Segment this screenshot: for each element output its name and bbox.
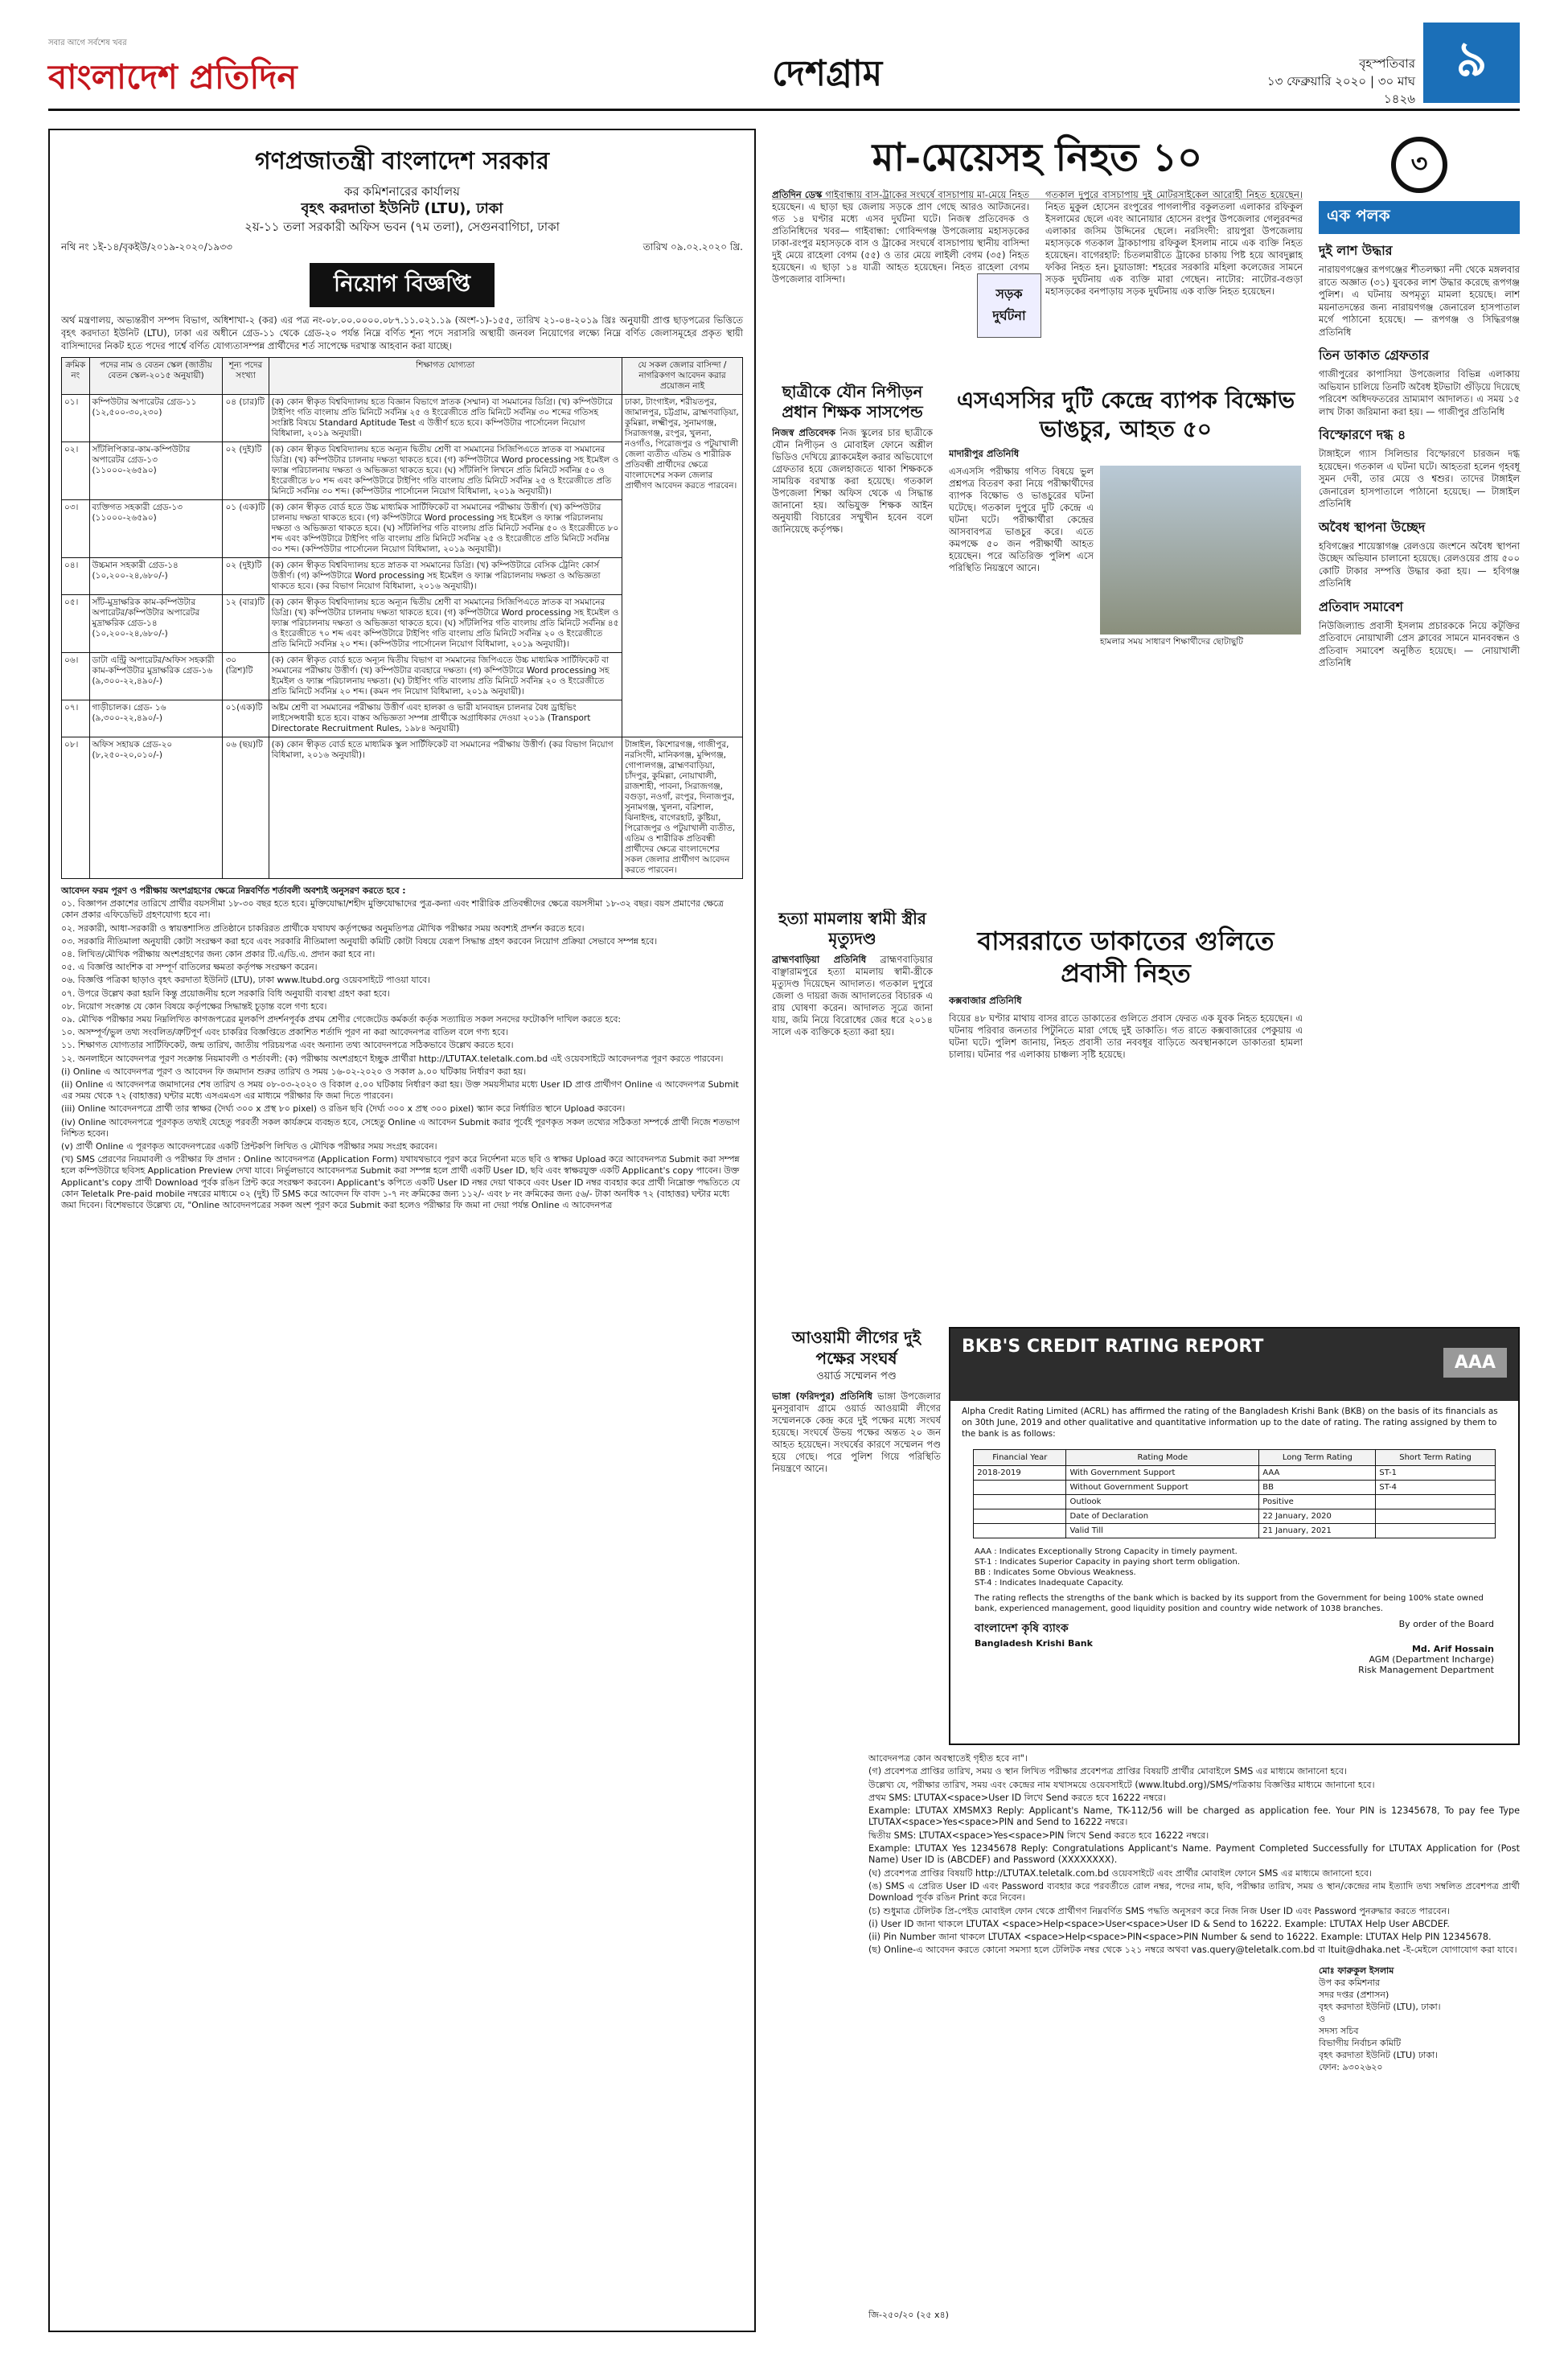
- page-number: ৯: [1423, 23, 1520, 103]
- bkb-legend: [950, 1543, 1518, 1592]
- bkb-header-cell: Financial Year: [974, 1450, 1066, 1466]
- signer-unit2: বৃহৎ করদাতা ইউনিট (LTU) ঢাকা।: [1319, 2049, 1439, 2060]
- cell-no: ০১।: [62, 395, 90, 442]
- story6-byline: ভাঙ্গা (ফরিদপুর) প্রতিনিধি: [772, 1390, 872, 1402]
- bkb-rating-table: [973, 1449, 1496, 1538]
- cell-edu: (ক) কোন স্বীকৃত বিশ্ববিদ্যালয় হতে অন্যূন দ্বিতীয় শ্রেণী বা সমমানের সিজিপিএতে স্নাতক বা সমমানের ডিগ্রি। (খ) কম্পিউটার চালনায় দক্ষতা থাকতে হবে। (গ) কম্পিউটারে Word processing সহ ইমেইল ও ফ্যাক্স পরিচালনায় দক্ষতা ও অভিজ্ঞতা থাকতে হবে। (ঘ) সাঁটলিপি লিখনে প্রতি মিনিটে সর্বনিম্ন ৫০ ও ইংরেজীতে ৮০ শব্দ এবং কম্পিউটারে টাইপিং গতি বাংলায় প্রতি মিনিটে সর্বনিম্ন ২৫ ও ইংরেজীতে প্রতি মিনিটে সর্বনিম্ন ৩০ শব্দ। (কম্পিউটার পার্সোনেল নিয়োগ বিধিমালা, ২০১৯ অনুযায়ী)।: [269, 442, 622, 500]
- vacancy-body: [62, 395, 743, 879]
- bkb-legend-item: ST-4 : Indicates Inadequate Capacity.: [975, 1579, 1124, 1587]
- sidebar-item-text: গাজীপুরের কাপাসিয়া উপজেলার বিভিন্ন এলাকায় অভিযান চালিয়ে তিনটি অবৈধ ইটভাটা গুঁড়িয়ে দিয়েছে পরিবেশ অধিদফতরের ভ্রাম্যমাণ আদালত। এ সময় ১৫ লাখ টাকা জরিমানা করা হয়। — গাজীপুর প্রতিনিধি: [1319, 368, 1520, 417]
- bkb-order: By order of the Board: [1398, 1619, 1494, 1629]
- rule-item: (ii) Online এ আবেদনপত্র জমাদানের শেষ তারিখ ও সময় ০৮-০৩-২০২০ ও বিকাল ৫.০০ ঘটিকায় নির্ধারণ করা হয়। উক্ত সময়সীমার মধ্যে User ID প্রাপ্ত প্রার্থীগণ Online এ আবেদনপত্র Submit এর সময় থেকে ৭২ (বাহাত্তর) ঘন্টার মধ্যে এসএমএস এর মাধ্যমে পরীক্ষার ফি জমা দিতে পারবেন।: [61, 1079, 739, 1102]
- newspaper-logo[interactable]: [48, 37, 298, 108]
- cell-districts-1: ঢাকা, টাংগাইল, শরীয়তপুর, জামালপুর, চট্টগ্রাম, ব্রাহ্মণবাড়িয়া, কুমিল্লা, লক্ষ্মীপুর, সুনামগঞ্জ, সিরাজগঞ্জ, রংপুর, খুলনা, নওগাঁও, পিরোজপুর ও পটুয়াখালী জেলা ব্যতীত এতিম ও শারীরিক প্রতিবন্ধী প্রার্থীদের ক্ষেত্রে বাংলাদেশের সকল জেলার প্রার্থীগণ আবেদন করতে পারবেন।: [622, 395, 743, 737]
- bkb-brand: [975, 1619, 1093, 1675]
- ek-polok-logo: ৩: [1391, 137, 1447, 193]
- story-expatriate: [949, 925, 1303, 1319]
- cell-post: অফিস সহায়ক গ্রেড-২০ (৮,২৫০-২০,০১০/-): [89, 737, 223, 879]
- bkb-footer: [950, 1616, 1518, 1678]
- cell-no: ০৬।: [62, 653, 90, 700]
- notice-lines: [868, 1753, 1520, 1957]
- bkb-cell: Valid Till: [1066, 1524, 1259, 1538]
- rule-item: ০৬. বিজ্ঞপ্তি পত্রিকা ছাড়াও বৃহৎ করদাতা ইউনিট (LTU), ঢাকা www.ltubd.org ওয়েবসাইটে পাওয়া যাবে।: [61, 975, 430, 986]
- sidebar-item-text: হবিগঞ্জের শায়েস্তাগঞ্জ রেলওয়ে জংশনে অবৈধ স্থাপনা উচ্ছেদ অভিযান চালানো হয়েছে। রেলওয়ের প্রায় ৫০০ কোটি টাকার সম্পত্তি উদ্ধার করা হয়। — হবিগঞ্জ প্রতিনিধি: [1319, 540, 1520, 589]
- signer-office: সদর দপ্তর (প্রশাসন): [1319, 1989, 1389, 2000]
- bkb-cell: Positive: [1259, 1495, 1376, 1509]
- cell-count: ০১ (এক)টি: [223, 500, 269, 558]
- story3-text: এসএসসি পরীক্ষায় গণিত বিষয়ে ভুল প্রশ্নপত্র বিতরণ করা নিয়ে পরীক্ষার্থীদের ব্যাপক বিক্ষোভ ও ভাঙচুরের ঘটনা ঘটেছে। গতকাল দুপুরে দুটি কেন্দ্রে এ ঘটনা ঘটে। পরীক্ষার্থীরা কেন্দ্রের আসবাবপত্র ভাঙচুর করে। এতে কমপক্ষে ৫০ জন পরীক্ষার্থী আহত হয়েছেন। পরে অতিরিক্ত পুলিশ এসে পরিস্থিতি নিয়ন্ত্রণে আনে।: [949, 466, 1094, 573]
- bkb-cell: Date of Declaration: [1066, 1509, 1259, 1524]
- story4-text: ব্রাহ্মণবাড়িয়ার বাঞ্ছারামপুরে হত্যা মামলায় স্বামী-স্ত্রীকে মৃত্যুদণ্ড দিয়েছেন আদালত। গতকাল দুপুরে জেলা ও দায়রা জজ আদালতের বিচারক এ রায় ঘোষণা করেন। আদালত সূত্রে জানা যায়, জমি নিয়ে বিরোধের জের ধরে ২০১৪ সালে এক ব্যক্তিকে হত্যা করা হয়।: [772, 954, 933, 1037]
- rule-item: ০৪. লিখিত/মৌখিক পরীক্ষায় অংশগ্রহণের জন্য কোন প্রকার টি.এ/ডি.এ. প্রদান করা হবে না।: [61, 949, 376, 960]
- rules-list: [61, 898, 743, 1211]
- sidebar-item-title: দুই লাশ উদ্ধার: [1319, 243, 1393, 258]
- bkb-rating-ad: [949, 1327, 1520, 1745]
- cell-districts-2: টাঙ্গাইল, কিশোরগঞ্জ, গাজীপুর, নরসিংদী, মানিকগঞ্জ, মুন্সিগঞ্জ, গোপালগঞ্জ, ব্রাহ্মণবাড়িয়া, চাঁদপুর, কুমিল্লা, নোয়াখালী, রাজশাহী, পাবনা, সিরাজগঞ্জ, বগুড়া, নওগাঁ, রংপুর, দিনাজপুর, সুনামগঞ্জ, খুলনা, বরিশাল, ঝিনাইদহ, বাগেরহাট, কুষ্টিয়া, পিরোজপুর ও পটুয়াখালী ব্যতীত, এতিম ও শারীরিক প্রতিবন্ধী প্রার্থীদের ক্ষেত্রে বাংলাদেশের সকল জেলার প্রার্থীগণ আবেদন করতে পারবেন।: [622, 737, 743, 879]
- cell-post: সাঁটলিপিকার-কাম-কম্পিউটার অপারেটর গ্রেড-১৩ (১১০০০-২৬৫৯০): [89, 442, 223, 500]
- notice-line: (ii) Pin Number জানা থাকলে LTUTAX <space>Help<space>PIN<space>PIN Number & send to 16222. Example: LTUTAX Help PIN 12345678.: [868, 1932, 1492, 1943]
- notice-line: Example: LTUTAX XMSMX3 Reply: Applicant's Name, TK-112/56 will be charged as application fee. Your PIN is 12345678, To pay fee Type LTUTAX<space>Yes<space>PIN and Send to 16222 নম্বরে।: [868, 1805, 1520, 1828]
- bkb-note: The rating reflects the strengths of the bank which is backed by its support from the Government for being 100% state owned bank, experienced management, good liquidity position and country wide network of 1038 branches.: [975, 1594, 1484, 1613]
- section-title: দেশগ্রাম: [772, 53, 883, 94]
- rule-item: ০৭. উপরে উল্লেখ করা হয়নি কিন্তু প্রয়োজনীয় হলে সরকারি বিধি অনুযায়ী ব্যবস্থা গ্রহণ করা হবে।: [61, 988, 390, 999]
- bkb-cell: AAA: [1259, 1466, 1376, 1481]
- cell-edu: (ক) কোন স্বীকৃত বোর্ড হতে অন্যূন দ্বিতীয় বিভাগ বা সমমানের জিপিএতে উচ্চ মাধ্যমিক সার্টিফিকেট বা সমমানের পরীক্ষায় উত্তীর্ণ। (খ) কম্পিউটার ব্যবহারে দক্ষতা। (গ) কম্পিউটারে Word processing সহ ইমেইল ও ফ্যাক্স পরিচালনায় দক্ষতা। (ঘ) টাইপিং গতি বাংলায় প্রতি মিনিটে সর্বনিম্ন ২০ ও ইংরেজীতে প্রতি মিনিটে সর্বনিম্ন ২০ শব্দ। (কমন পদ নিয়োগ বিধিমালা, ২০১৯ অনুযায়ী)।: [269, 653, 622, 700]
- bkb-aaa-badge: AAA: [1443, 1348, 1507, 1378]
- bkb-bank-bn: বাংলাদেশ কৃষি ব্যাংক: [975, 1622, 1069, 1635]
- ssc-caption: হামলার সময় সাধারণ শিক্ষার্থীদের ছোটাছুটি: [1100, 637, 1243, 647]
- story-ssc: [949, 386, 1303, 804]
- signer-title: উপ কর কমিশনার: [1319, 1977, 1381, 1988]
- ad-office: কর কমিশনারের কার্যালয়: [344, 184, 460, 199]
- cell-edu: (ক) কোন স্বীকৃত বোর্ড হতে মাধ্যমিক স্কুল সার্টিফিকেট বা সমমানের পরীক্ষায় উত্তীর্ণ। (কর বিভাগ নিয়োগ বিধিমালা, ২০১৬ অনুযায়ী)।: [269, 737, 622, 879]
- notice-line: উল্লেখ্য যে, পরীক্ষার তারিখ, সময় এবং কেন্দ্রের নাম যথাসময়ে ওয়েবসাইটে (www.ltubd.org)/SMS/পত্রিকায় বিজ্ঞপ্তির মাধ্যমে জানানো হবে।: [868, 1779, 1375, 1790]
- date-label: ১৩ ফেব্রুয়ারি ২০২০ | ৩০ মাঘ ১৪২৬: [1266, 74, 1415, 106]
- story3-byline: মাদারীপুর প্রতিনিধি: [949, 448, 1020, 459]
- bkb-cell: [974, 1524, 1066, 1538]
- bkb-cell: 21 January, 2021: [1259, 1524, 1376, 1538]
- rule-item: ০৩. সরকারি নীতিমালা অনুযায়ী কোটা সংরক্ষণ করা হবে এবং সরকারি নীতিমালা অনুযায়ী কমিটি কোটা বিষয়ে যেরূপ সিদ্ধান্ত গ্রহণ করবেন নিয়োগ প্রক্রিয়া সেভাবে সম্পন্ন হবে।: [61, 935, 658, 947]
- cell-count: ০২ (দুই)টি: [223, 558, 269, 595]
- story3-headline[interactable]: এসএসসির দুটি কেন্দ্রে ব্যাপক বিক্ষোভ ভাঙচুর, আহত ৫০: [956, 387, 1295, 442]
- table-header-cell: পদের নাম ও বেতন স্কেল (জাতীয় বেতন স্কেল-২০১৫ অনুযায়ী): [89, 358, 223, 395]
- story2-headline[interactable]: ছাত্রীকে যৌন নিপীড়ন প্রধান শিক্ষক সাসপেন্ড: [782, 382, 923, 421]
- ek-polok-sidebar: [1319, 129, 1520, 1456]
- bkb-cell: [974, 1481, 1066, 1495]
- rule-item: ০৮. নিয়োগ সংক্রান্ত যে কোন বিষয়ে কর্তৃপক্ষের সিদ্ধান্তই চূড়ান্ত বলে গণ্য হবে।: [61, 1000, 327, 1012]
- ad-meta: [61, 240, 743, 257]
- bkb-table-body: [974, 1466, 1496, 1538]
- ssc-photo: [1100, 466, 1301, 635]
- gd-number: জি-২৫০/২০ (২৫ x৪): [868, 2310, 949, 2320]
- bkb-signer: Md. Arif Hossain: [1411, 1644, 1494, 1654]
- sidebar-item-title: বিস্ফোরণে দগ্ধ ৪: [1319, 427, 1406, 442]
- cell-no: ০৪।: [62, 558, 90, 595]
- bkb-header-cell: Rating Mode: [1066, 1450, 1259, 1466]
- signer-name: মোঃ ফারুকুল ইসলাম: [1319, 1965, 1394, 1976]
- table-header-cell: শূন্য পদের সংখ্যা: [223, 358, 269, 395]
- ad-ref: নথি নং ১ই-১৪/বৃকইউ/২০১৯-২০২০/১৯৩৩: [61, 241, 232, 253]
- rule-item: (i) Online এ আবেদনপত্র পূরণ ও আবেদন ফি জমাদান শুরুর তারিখ ও সময় ১৬-০২-২০২০ ও সকাল ৯.০০ ঘটিকায় নির্ধারণ করা হয়।: [61, 1066, 527, 1077]
- bkb-cell: [1376, 1524, 1495, 1538]
- main-text-2: গতকাল দুপুরে বাসচাপায় দুই মোটরসাইকেল আরোহী নিহত হয়েছেন। নিহত মুকুল হোসেন রংপুরের পাগলাপীর বকুলতলা এলাকার রফিকুল ইসলামের ছেলে এবং আনোয়ার হোসেন রংপুর উপজেলার গেলুরবন্দর এলাকার জসিম উদ্দিনের ছেলে। নরসিংদী: রায়পুরা উপজেলায় মহাসড়কে গতকাল ট্রাকচাপায় রফিকুল ইসলাম নামে এক ব্যক্তি নিহত হয়েছেন। বাগেরহাট: চিতলমারীতে ট্রাকের চাকায় পিষ্ট হয়ে আবদুল্লাহ ফকির নিহত হন। চুয়াডাঙ্গা: শহরের সরকারি মহিলা কলেজের সামনে সড়ক দুর্ঘটনায় এক ব্যক্তি মারা গেছেন। নাটোর: নাটোর-বগুড়া মহাসড়কের বনপাড়ায় সড়ক দুর্ঘটনায় এক ব্যক্তি নিহত হয়েছেন।: [1045, 189, 1303, 297]
- rule-item: ০১. বিজ্ঞাপন প্রকাশের তারিখে প্রার্থীর বয়সসীমা ১৮-৩০ বছর হতে হবে। মুক্তিযোদ্ধা/শহীদ মুক্তিযোদ্ধাদের পুত্র-কন্যা এবং শারীরিক প্রতিবন্ধীদের ক্ষেত্রে বয়সসীমা ১৮-৩২ বছর। বয়স প্রমাণের ক্ষেত্রে কোন প্রকার এফিডেভিট গ্রহণযোগ্য হবে না।: [61, 898, 724, 921]
- cell-post: কম্পিউটার অপারেটর গ্রেড-১১ (১২,৫০০-৩০,২৩০): [89, 395, 223, 442]
- masthead: [48, 23, 1520, 111]
- logo-tagline: সবার আগে সর্বশেষ খবর: [48, 39, 127, 47]
- bkb-row: [974, 1466, 1496, 1481]
- rule-item: ১০. অসম্পূর্ণ/ভুল তথ্য সংবলিত/ত্রুটিপূর্ণ এবং চাকরির বিজ্ঞপ্তিতে প্রকাশিত শর্তাদি পূরণ না করা আবেদনপত্র বাতিল বলে গণ্য হবে।: [61, 1027, 509, 1038]
- story5-byline: কক্সবাজার প্রতিনিধি: [949, 995, 1022, 1006]
- signer-and: ও: [1319, 2013, 1326, 2024]
- main-story-col2: [1045, 189, 1303, 374]
- bkb-row: [974, 1509, 1496, 1524]
- ad-unit: বৃহৎ করদাতা ইউনিট (LTU), ঢাকা: [301, 200, 503, 217]
- bkb-row: [974, 1524, 1496, 1538]
- signer-role3: বিভাগীয় নির্বাচন কমিটি: [1319, 2037, 1402, 2048]
- ad-continuation: [868, 1753, 1520, 2332]
- cell-no: ০৫।: [62, 595, 90, 653]
- story5-text: বিয়ের ৪৮ ঘণ্টার মাথায় বাসর রাতে ডাকাতের গুলিতে প্রবাস ফেরত এক যুবক নিহত হয়েছেন। এ ঘটনায় পরিবার জনতার পিটুনিতে মারা গেছে দুই ডাকাতি। গত রাতে কক্সবাজারের পেকুয়ায় এ ঘটনা ঘটে। পুলিশ জানায়, নিহত প্রবাসী তার নববধূর বাড়িতে অবস্থানকালে ডাকাতরা হামলা চালায়। ঘটনার পর এলাকায় চাঞ্চল্য সৃষ্টি হয়েছে।: [949, 1012, 1303, 1060]
- main-headline[interactable]: মা-মেয়েসহ নিহত ১০: [772, 129, 1303, 199]
- bkb-bank-en: Bangladesh Krishi Bank: [975, 1638, 1093, 1649]
- rule-item: ০২. সরকারী, আধা-সরকারী ও স্বায়ত্তশাসিত প্রতিষ্ঠানে চাকরিরত প্রার্থীকে যথাযথ কর্তৃপক্ষের অনুমতিপত্র মৌখিক পরীক্ষার সময় অবশ্যই প্রদর্শন করতে হবে।: [61, 922, 585, 934]
- sidebar-item-text: নিউজিল্যান্ড প্রবাসী ইসলাম প্রচারককে নিয়ে কটূক্তির প্রতিবাদে নোয়াখালী প্রেস ক্লাবের সামনে মানববন্ধন ও প্রতিবাদ সমাবেশ অনুষ্ঠিত হয়েছে। — নোয়াখালী প্রতিনিধি: [1319, 619, 1520, 668]
- cell-no: ০৩।: [62, 500, 90, 558]
- rule-item: ০৫. এ বিজ্ঞপ্তি আংশিক বা সম্পূর্ণ বাতিলের ক্ষমতা কর্তৃপক্ষ সংরক্ষণ করেন।: [61, 962, 318, 973]
- ssc-photo-wrap: [1100, 466, 1301, 771]
- rule-item: ০৯. মৌখিক পরীক্ষার সময় নিম্নলিখিত কাগজপত্রের মূলকপি প্রদর্শনপূর্বক প্রথম শ্রেণীর গেজেটেড কর্মকর্তা কর্তৃক সত্যায়িত সকল সনদের ফটোকপি দাখিল করতে হবে:: [61, 1014, 622, 1025]
- bkb-cell: ST-4: [1376, 1481, 1495, 1495]
- bkb-cell: 2018-2019: [974, 1466, 1066, 1481]
- notice-line: (ঙ) SMS এ প্রেরিত User ID এবং Password ব্যবহার করে পরবর্তীতে রোল নম্বর, পদের নাম, ছবি, পরীক্ষার তারিখ, সময় ও স্থান/কেন্দ্রের নাম ইত্যাদি তথ্য সম্বলিত প্রবেশপত্র প্রার্থী Download পূর্বক রঙিন Print করে নিবেন।: [868, 1880, 1520, 1904]
- cell-edu: (ক) কোন স্বীকৃত বিশ্ববিদ্যালয় হতে অন্যূন দ্বিতীয় শ্রেণী বা সমমানের সিজিপিএতে স্নাতক বা সমমানের ডিগ্রি। (খ) কম্পিউটার চালনায় দক্ষতা থাকতে হবে। (গ) কম্পিউটারে Word processing সহ ইমেইল ও ফ্যাক্স পরিচালনায় দক্ষতা ও অভিজ্ঞতা থাকতে হবে। (ঘ) সাঁটলিপির গতি বাংলায় প্রতি মিনিটে সর্বনিম্ন ৪৫ ও ইংরেজীতে ৭০ শব্দ এবং কম্পিউটারে টাইপিং গতি বাংলায় প্রতি মিনিটে সর্বনিম্ন ২০ ও ইংরেজীতে প্রতি মিনিটে সর্বনিম্ন ২০ শব্দ। (কম্পিউটার পার্সোনেল নিয়োগ বিধিমালা, ২০১৯ অনুযায়ী)।: [269, 595, 622, 653]
- sidebar-item-text: টাঙ্গাইলে গ্যাস সিলিন্ডার বিস্ফোরণে চারজন দগ্ধ হয়েছেন। গতকাল এ ঘটনা ঘটে। আহতরা হলেন গৃহবধূ সুমন দেবী, তার মেয়ে ও শ্বশুর। তাদের টাঙ্গাইল জেনারেল হাসপাতালে পাঠানো হয়েছে। — টাঙ্গাইল প্রতিনিধি: [1319, 448, 1520, 509]
- rule-item: ১২. অনলাইনে আবেদনপত্র পূরণ সংক্রান্ত নিয়মাবলী ও শর্তাবলী: (ক) পরীক্ষায় অংশগ্রহণে ইচ্ছুক প্রার্থীরা http://LTUTAX.teletalk.com.bd এই ওয়েবসাইটে আবেদনপত্র পূরণ করতে পারবেন।: [61, 1053, 724, 1064]
- cell-count: ৩০ (ত্রিশ)টি: [223, 653, 269, 700]
- rule-item: (খ) SMS প্রেরণের নিয়মাবলী ও পরীক্ষার ফি প্রদান : Online আবেদনপত্র (Application Form) যথাযথভাবে পূরণ করে নির্দেশনা মতে ছবি ও স্বাক্ষর Upload করে আবেদনপত্র Submit করা সম্পন্ন হলে কম্পিউটারে ছবিসহ Application Preview দেখা যাবে। নির্ভুলভাবে আবেদনপত্র Submit করা সম্পন্ন হলে প্রার্থী একটি User ID, ছবি এবং স্বাক্ষরযুক্ত একটি Applicant's copy পাবেন। উক্ত Applicant's copy প্রার্থী Download পূর্বক রঙিন প্রিন্ট করে সংরক্ষণ করবেন। Applicant's কপিতে একটি User ID নম্বর দেয়া থাকবে এবং User ID নম্বর ব্যবহার করে প্রার্থী নিম্নোক্ত পদ্ধতিতে যে কোন Teletalk Pre-paid mobile নম্বরের মাধ্যমে ০২ (দুই) টি SMS করে আবেদন ফি বাবদ ১-৭ নং ক্রমিকের জন্য ১১২/- এবং ৮ নং ক্রমিকের জন্য ৫৬/- টাকা অনধিক ৭২ (বাহাত্তর) ঘন্টার মধ্যে জমা দিবেন। বিশেষভাবে উল্লেখ্য যে, "Online আবেদনপত্রের সকল অংশ পূরণ করে Submit করা হলেও পরীক্ষার ফি জমা না দেয়া পর্যন্ত Online এ আবেদনপত্র: [61, 1154, 741, 1211]
- sidebar-item-title: তিন ডাকাত গ্রেফতার: [1319, 347, 1430, 363]
- cell-no: ০৮।: [62, 737, 90, 879]
- bkb-cell: Outlook: [1066, 1495, 1259, 1509]
- main-byline: প্রতিদিন ডেস্ক: [772, 189, 823, 200]
- table-row: [62, 395, 743, 442]
- story2-byline: নিজস্ব প্রতিবেদক: [772, 427, 835, 438]
- ad-gov-title: গণপ্রজাতন্ত্রী বাংলাদেশ সরকার: [255, 147, 549, 175]
- sidebar-item-text: নারায়ণগঞ্জের রূপগঞ্জের শীতলক্ষ্যা নদী থেকে মঙ্গলবার রাতে অজ্ঞাত (৩১) যুবকের লাশ উদ্ধার করেছে রূপগঞ্জ পুলিশ। এ ঘটনায় অপমৃত্যু মামলা হয়েছে। লাশ ময়নাতদন্তের জন্য নারায়ণগঞ্জ জেনারেল হাসপাতাল মর্গে পাঠানো হয়েছে। — রূপগঞ্জ ও সিদ্ধিরগঞ্জ প্রতিনিধি: [1319, 264, 1520, 338]
- story4-byline: ব্রাহ্মণবাড়িয়া প্রতিনিধি: [772, 954, 867, 965]
- cell-count: ০৬ (ছয়)টি: [223, 737, 269, 879]
- bkb-row: [974, 1495, 1496, 1509]
- road-accident-inset: সড়ক দুর্ঘটনা: [977, 273, 1041, 338]
- cell-count: ০৪ (চার)টি: [223, 395, 269, 442]
- bkb-cell: [974, 1495, 1066, 1509]
- bkb-signature-block: [1349, 1619, 1494, 1675]
- ad-banner: নিয়োগ বিজ্ঞপ্তি: [310, 263, 495, 307]
- day-label: বৃহস্পতিবার: [1359, 56, 1415, 71]
- bkb-signer-title: AGM (Department Incharge) Risk Management Department: [1358, 1654, 1494, 1675]
- bkb-cell: [1376, 1509, 1495, 1524]
- table-header-cell: শিক্ষাগত যোগ্যতা: [269, 358, 622, 395]
- bkb-cell: BB: [1259, 1481, 1376, 1495]
- bkb-title-bar: [950, 1329, 1518, 1401]
- sidebar-items: [1319, 240, 1520, 670]
- vacancy-table: [61, 357, 743, 879]
- table-header-cell: যে সকল জেলার বাসিন্দা /নাগরিকগণ আবেদন করার প্রয়োজন নাই: [622, 358, 743, 395]
- notice-signature: [1319, 1965, 1520, 2073]
- sidebar-item-title: অবৈধ স্থাপনা উচ্ছেদ: [1319, 519, 1426, 535]
- story6-headline[interactable]: আওয়ামী লীগের দুই পক্ষের সংঘর্ষ: [791, 1328, 922, 1368]
- logo-text: বাংলাদেশ প্রতিদিন: [48, 57, 298, 97]
- story-death-sentence: [772, 909, 933, 1327]
- cell-post: ডাটা এন্ট্রি অপারেটর/অফিস সহকারী কাম-কম্পিউটার মুদ্রাক্ষরিক গ্রেড-১৬ (৯,৩০০-২২,৪৯০/-): [89, 653, 223, 700]
- bkb-cell: [974, 1509, 1066, 1524]
- story4-headline[interactable]: হত্যা মামলায় স্বামী স্ত্রীর মৃত্যুদণ্ড: [778, 909, 926, 948]
- signer-phone: ফোন: ৯৩০২৬২০: [1319, 2061, 1383, 2072]
- cell-count: ০২ (দুই)টি: [223, 442, 269, 500]
- bkb-row: [974, 1481, 1496, 1495]
- signer-role2: সদস্য সচিব: [1319, 2025, 1359, 2036]
- dateline: [1254, 55, 1415, 108]
- bkb-cell: [1376, 1495, 1495, 1509]
- cell-edu: অষ্টম শ্রেণী বা সমমানের পরীক্ষায় উত্তীর্ণ এবং হালকা ও ভারী যানবাহন চালনার বৈধ ড্রাইভিং লাইসেন্সধারী হতে হবে। বাস্তব অভিজ্ঞতা সম্পন্ন প্রার্থীকে অগ্রাধিকার দেওয়া ২০১৯ (Transport Directorate Recruitment Rules, ১৯৮৪ অনুযায়ী): [269, 700, 622, 737]
- cell-edu: (ক) কোন স্বীকৃত বিশ্ববিদ্যালয় হতে স্নাতক বা সমমানের ডিগ্রি। (খ) কম্পিউটারে বেসিক ট্রেনিং কোর্স উত্তীর্ণ। (গ) কম্পিউটারে Word processing সহ ইমেইল ও ফ্যাক্স পরিচালনায় দক্ষতা ও অভিজ্ঞতা থাকতে হবে। (কর বিভাগ নিয়োগ বিধিমালা, ২০১৬ অনুযায়ী)।: [269, 558, 622, 595]
- bkb-header-cell: Short Term Rating: [1376, 1450, 1495, 1466]
- bkb-cell: With Government Support: [1066, 1466, 1259, 1481]
- bkb-header-cell: Long Term Rating: [1259, 1450, 1376, 1466]
- story6-sub: ওয়ার্ড সম্মেলন পণ্ড: [816, 1370, 897, 1382]
- cell-post: সাঁট-মুদ্রাক্ষরিক কাম-কম্পিউটার অপারেটর/কম্পিউটার অপারেটর মুদ্রাক্ষরিক গ্রেড-১৪ (১০,২০০-২৪,৬৮০/-): [89, 595, 223, 653]
- story-awami-league: [772, 1327, 941, 1745]
- story6-text: ভাঙ্গা উপজেলার মুনসুরাবাদ গ্রামে ওয়ার্ড আওয়ামী লীগের সম্মেলনকে কেন্দ্র করে দুই পক্ষের মধ্যে সংঘর্ষ হয়েছে। সংঘর্ষে উভয় পক্ষের অন্তত ২০ জন আহত হয়েছেন। সংঘর্ষের কারণে সম্মেলন পণ্ড হয়ে গেছে। পরে পুলিশ গিয়ে পরিস্থিতি নিয়ন্ত্রণে আনে।: [772, 1390, 941, 1474]
- bkb-legend-item: AAA : Indicates Exceptionally Strong Capacity in timely payment.: [975, 1547, 1238, 1556]
- cell-post: গাড়ীচালক। গ্রেড- ১৬ (৯,৩০০-২২,৪৯০/-): [89, 700, 223, 737]
- cell-edu: (ক) কোন স্বীকৃত বোর্ড হতে উচ্চ মাধ্যমিক সার্টিফিকেট বা সমমানের পরীক্ষায় উত্তীর্ণ। (খ) কম্পিউটার চালনায় দক্ষতা থাকতে হবে। (গ) কম্পিউটারে Word processing সহ ইমেইল ও ফ্যাক্স পরিচালনায় দক্ষতা ও অভিজ্ঞতা থাকতে হবে। (ঘ) সাঁটলিপির গতি বাংলায় প্রতি মিনিটে সর্বনিম্ন ৫০ ও ইংরেজীতে ৮০ শব্দ এবং কম্পিউটারে টাইপিং গতি বাংলায় প্রতি মিনিটে সর্বনিম্ন ২৫ ও ইংরেজীতে প্রতি মিনিটে সর্বনিম্ন ৩০ শব্দ। (কম্পিউটার পার্সোনেল নিয়োগ বিধিমালা, ২০১৯ অনুযায়ী)।: [269, 500, 622, 558]
- bkb-cell: Without Government Support: [1066, 1481, 1259, 1495]
- notice-line: (গ) প্রবেশপত্র প্রাপ্তির তারিখ, সময় ও স্থান লিখিত পরীক্ষার প্রবেশপত্র প্রাপ্তির বিষয়টি প্রার্থীর মোবাইলে SMS এর মাধ্যমে জানানো হবে।: [868, 1766, 1348, 1777]
- cell-no: ০৭।: [62, 700, 90, 737]
- cell-count: ১২ (বার)টি: [223, 595, 269, 653]
- ad-intro: অর্থ মন্ত্রণালয়, অভ্যন্তরীণ সম্পদ বিভাগ, অধিশাখা-২ (কর) এর পত্র নং-০৮.০০.০০০০.০৮৭.১১.০২১.১৯ (অংশ-১)-১৫৫, তারিখ ২১-০৪-২০১৯ খ্রিঃ অনুযায়ী প্রাপ্ত ছাড়পত্রের ভিত্তিতে বৃহৎ করদাতা ইউনিট (LTU), ঢাকা এর অধীনে গ্রেড-১১ থেকে গ্রেড-২০ পর্যন্ত নিম্নে বর্ণিত শূন্য পদে সরাসরি অস্থায়ী জনবল নিয়োগের লক্ষ্যে নিম্নে বর্ণিত জেলাসমূহের প্রকৃত স্থায়ী বাসিন্দাদের নিকট হতে পদের পার্শ্বে বর্ণিত যোগ্যতাসম্পন্ন প্রার্থীদের শর্ত সাপেক্ষে দরখাস্ত আহবান করা যাচ্ছে।: [61, 314, 743, 351]
- bkb-legend-item: BB : Indicates Some Obvious Weakness.: [975, 1568, 1136, 1577]
- notice-line: (i) User ID জানা থাকলে LTUTAX <space>Help<space>User<space>User ID & Send to 16222. Example: LTUTAX Help User ABCDEF.: [868, 1918, 1450, 1929]
- ad-refdate: তারিখ ০৯.০২.২০২০ খ্রি.: [642, 241, 743, 253]
- notice-line: (ছ) Online-এ আবেদন করতে কোনো সমস্যা হলে টেলিটক নম্বর থেকে ১২১ নম্বরে অথবা vas.query@teletalk.com.bd বা ltuit@dhaka.net -ই-মেইলে যোগাযোগ করা যাবে।: [868, 1945, 1517, 1956]
- notice-line: দ্বিতীয় SMS: LTUTAX<space>Yes<space>PIN লিখে Send করতে হবে 16222 নম্বরে।: [868, 1830, 1209, 1841]
- story5-headline[interactable]: বাসররাতে ডাকাতের গুলিতে প্রবাসী নিহত: [977, 926, 1275, 988]
- notice-line: আবেদনপত্র কোন অবস্থাতেই গৃহীত হবে না"।: [868, 1753, 1028, 1764]
- rule-item: (v) প্রার্থী Online এ পূরণকৃত আবেদনপত্রের একটি প্রিন্টকপি লিখিত ও মৌখিক পরীক্ষার সময় সংগ্রহ করবেন।: [61, 1141, 437, 1152]
- rule-item: (iii) Online আবেদনপত্রে প্রার্থী তার স্বাক্ষর (দৈর্ঘ্য ৩০০ x প্রস্থ ৮০ pixel) ও রঙিন ছবি (দৈর্ঘ্য ৩০০ x প্রস্থ ৩০০ pixel) স্ক্যান করে নির্ধারিত স্থানে Upload করবেন।: [61, 1103, 626, 1115]
- notice-line: প্রথম SMS: LTUTAX<space>User ID লিখে Send করতে হবে 16222 নম্বরে।: [868, 1792, 1166, 1803]
- cell-post: ব্যক্তিগত সহকারী গ্রেড-১৩ (১১০০০-২৬৫৯০): [89, 500, 223, 558]
- table-row: [62, 737, 743, 879]
- bkb-table-header: [974, 1450, 1496, 1466]
- notice-line: (চ) শুধুমাত্র টেলিটক প্রি-পেইড মোবাইল ফোন থেকে প্রার্থীগণ নিম্নবর্ণিত SMS পদ্ধতি অনুসরণ করে নিজ নিজ User ID এবং Password পুনরুদ্ধার করতে পারবেন।: [868, 1905, 1451, 1916]
- bkb-cell: 22 January, 2020: [1259, 1509, 1376, 1524]
- cell-post: উচ্চমান সহকারী গ্রেড-১৪ (১০,২০০-২৪,৬৮০/-): [89, 558, 223, 595]
- bkb-legend-item: ST-1 : Indicates Superior Capacity in paying short term obligation.: [975, 1558, 1241, 1567]
- rule-item: ১১. শিক্ষাগত যোগ্যতার সার্টিফিকেট, জন্ম তারিখ, জাতীয় পরিচয়পত্র এবং অন্যান্য তথ্য আবেদনপত্রে সঠিকভাবে উল্লেখ করতে হবে।: [61, 1040, 514, 1051]
- bkb-text: Alpha Credit Rating Limited (ACRL) has affirmed the rating of the Bangladesh Krishi Bank (BKB) on the basis of its financials as on 30th June, 2019 and other qualitative and quantitative information up to the date of rating. The rating assigned by them to the bank is as follows:: [962, 1407, 1498, 1439]
- cell-no: ০২।: [62, 442, 90, 500]
- table-header-cell: ক্রমিক নং: [62, 358, 90, 395]
- ek-polok-header: এক পলক: [1319, 201, 1520, 234]
- cell-count: ০১(এক)টি: [223, 700, 269, 737]
- story-teacher: [772, 382, 933, 760]
- notice-line: (ঘ) প্রবেশপত্র প্রাপ্তির বিষয়টি http://LTUTAX.teletalk.com.bd ওয়েবসাইটে এবং প্রার্থীর মোবাইল ফোনে SMS এর মাধ্যমে জানানো হবে।: [868, 1867, 1373, 1879]
- signer-unit: বৃহৎ করদাতা ইউনিট (LTU), ঢাকা।: [1319, 2001, 1441, 2012]
- rules-title: আবেদন ফরম পূরণ ও পরীক্ষায় অংশগ্রহণের ক্ষেত্রে নিম্নবর্ণিত শর্তাবলী অবশ্যই অনুসরণ করতে হবে :: [61, 885, 406, 896]
- main-text-1: গাইবান্ধায় বাস-ট্রাকের সংঘর্ষে বাসচাপায় মা-মেয়ে নিহত হয়েছেন। এ ছাড়া ছয় জেলায় সড়কে প্রাণ গেছে আরও আটজনের। গত ১৪ ঘণ্টার মধ্যে এসব দুর্ঘটনা ঘটে। নিজস্ব প্রতিবেদক ও প্রতিনিধিদের খবর— গাইবান্ধা: গোবিন্দগঞ্জ উপজেলায় মহাসড়কের ঢাকা-রংপুর মহাসড়কে বাস ও ট্রাকের সংঘর্ষে বাসচাপায় স্থানীয় বাসিন্দা দুই মেয়ে রাহেলা বেগম (৫৫) ও তার মেয়ে লাইলী বেগম (৩৫) নিহত হয়েছেন। এ ছাড়া ১৪ যাত্রী আহত হয়েছেন। নিহত রাহেলা বেগম উপজেলার বাসিন্দা।: [772, 189, 1029, 285]
- table-header-row: [62, 358, 743, 395]
- story2-text: নিজ স্কুলের চার ছাত্রীকে যৌন নিপীড়ন ও মোবাইল ফোনে অশ্লীল ভিডিও দেখিয়ে ব্ল্যাকমেইল করার অভিযোগে গ্রেফতার হয়ে জেলহাজতে থাকা শিক্ষককে সাময়িক বরখাস্ত করা হয়েছে। গতকাল উপজেলা শিক্ষা অফিস থেকে এ সিদ্ধান্ত জানানো হয়। অভিযুক্ত শিক্ষক আইন অনুযায়ী বিচারের সম্মুখীন হবেন বলে জানিয়েছে কর্তৃপক্ষ।: [772, 427, 933, 535]
- bkb-title: BKB'S CREDIT RATING REPORT: [962, 1337, 1264, 1357]
- ad-address: ২য়-১১ তলা সরকারী অফিস ভবন (৭ম তলা), সেগুনবাগিচা, ঢাকা: [244, 220, 560, 234]
- rule-item: (iv) Online আবেদনপত্রে পূরণকৃত তথ্যই যেহেতু পরবর্তী সকল কার্যক্রমে ব্যবহৃত হবে, সেহেতু Online এ আবেদন Submit করার পূর্বেই পূরণকৃত সকল তথ্যের সঠিকতা সম্পর্কে প্রার্থী নিজে শতভাগ নিশ্চিত হবেন।: [61, 1116, 740, 1139]
- job-advertisement: [48, 129, 756, 2332]
- cell-edu: (ক) কোন স্বীকৃত বিশ্ববিদ্যালয় হতে বিজ্ঞান বিভাগে স্নাতক (সম্মান) বা সমমানের ডিগ্রি। (খ) কম্পিউটারে টাইপিং গতি বাংলায় প্রতি মিনিটে সর্বনিম্ন ২৫ ও ইংরেজীতে প্রতি মিনিটে সর্বনিম্ন ৩০ শব্দের গতিসহ সংশ্লিষ্ট বিষয়ে Standard Aptitude Test এ উত্তীর্ণ হতে হবে। কম্পিউটার পার্সোনেল নিয়োগ বিধিমালা, ২০১৯ অনুযায়ী।: [269, 395, 622, 442]
- bkb-cell: ST-1: [1376, 1466, 1495, 1481]
- notice-line: Example: LTUTAX Yes 12345678 Reply: Congratulations Applicant's Name. Payment Completed Successfully for LTUTAX Application for (Post Name) User ID is (ABCDEF) and Password (XXXXXXXX).: [868, 1843, 1520, 1866]
- ad-rules: [61, 885, 743, 1211]
- sidebar-item-title: প্রতিবাদ সমাবেশ: [1319, 598, 1403, 614]
